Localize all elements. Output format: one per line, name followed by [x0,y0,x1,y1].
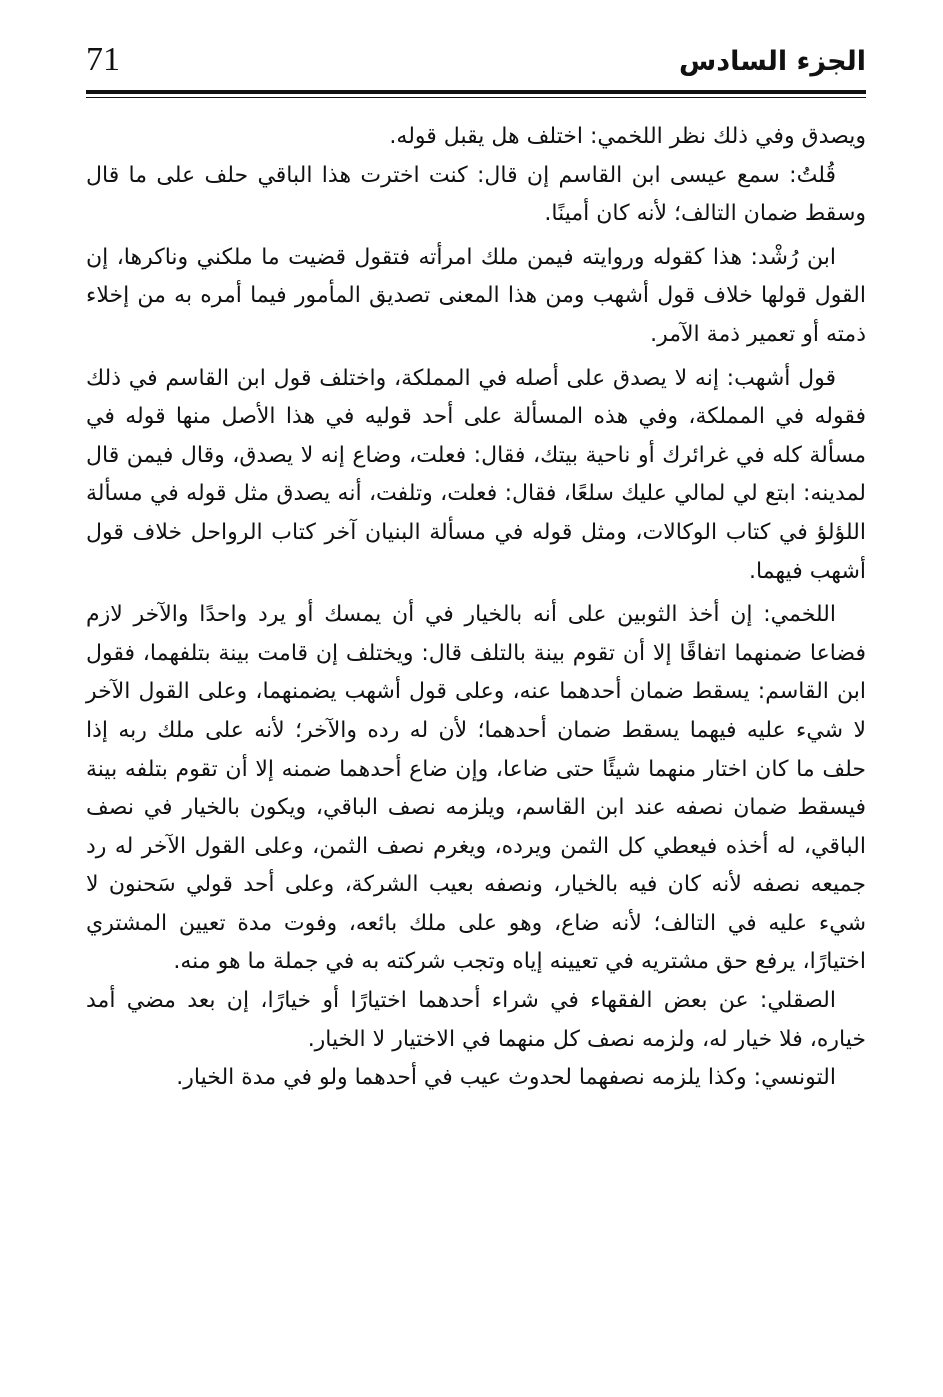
paragraph: الصقلي: عن بعض الفقهاء في شراء أحدهما اختيارًا أو خيارًا، إن بعد مضي أمد خياره، فلا خيار له، ولزمه نصف كل منهما في الاختيار لا الخيار. [86,988,866,1052]
page-header [86,38,866,90]
paragraph: قول أشهب: إنه لا يصدق على أصله في المملكة، واختلف قول ابن القاسم في ذلك فقوله في المملكة، وفي هذه المسألة على أحد قوليه في هذا الأصل منها قوله في مسألة كله في غرائرك أو ناحية بيتك، فقال: فعلت، وضاع إنه لا يصدق، وقال فيمن قال لمدينه: ابتع لي لمالي عليك سلعًا، فقال: فعلت، وتلفت، أنه يصدق مثل قوله في مسألة اللؤلؤ في كتاب الوكالات، ومثل قوله في مسألة البنيان آخر كتاب الرواحل خلاف قول أشهب فيهما. [86,365,866,584]
page-number: 71 [86,41,120,78]
header-rule-thick [86,90,866,94]
body-text [86,118,866,1098]
paragraph: ويصدق وفي ذلك نظر اللخمي: اختلف هل يقبل قوله. [389,124,866,149]
paragraph: التونسي: وكذا يلزمه نصفهما لحدوث عيب في أحدهما ولو في مدة الخيار. [176,1065,836,1091]
paragraph: ابن رُشْد: هذا كقوله وروايته فيمن ملك امرأته فتقول قضيت ما ملكني وناكرها، إن القول قولها خلاف قول أشهب ومن هذا المعنى تصديق المأمور فيما أمره به من إخلاء ذمته أو تعمير ذمة الآمر. [86,244,866,347]
chapter-title: الجزء السادس [679,46,866,77]
header-rule-thin [86,97,866,98]
paragraph: قُلتُ: سمع عيسى ابن القاسم إن قال: كنت اخترت هذا الباقي حلف على ما قال وسقط ضمان التالف؛ لأنه كان أمينًا. [86,162,866,227]
paragraph: اللخمي: إن أخذ الثوبين على أنه بالخيار في أن يمسك أو يرد واحدًا والآخر لازم فضاعا ضمنهما اتفاقًا إلا أن تقوم بينة بالتلف قال: ويختلف إن قامت بينة بتلفهما، فقول ابن القاسم: يسقط ضمان أحدهما عنه، وعلى قول أشهب يضمنهما، وعلى القول الآخر لا شيء عليه فيهما يسقط ضمان أحدهما؛ لأن له رده والآخر؛ لأنه على ملك ربه إذا حلف ما كان اختار منهما شيئًا حتى ضاعا، وإن ضاع أحدهما ضمنه إلا أن تقوم بتلفه بينة فيسقط ضمان نصفه عند ابن القاسم، ويلزمه نصف الباقي، ويكون بالخيار في نصف الباقي، له أخذه فيعطي كل الثمن ويرده، ويغرم نصف الثمن، وعلى القول الآخر له رد جميعه نصفه لأنه كان فيه بالخيار، ونصفه بعيب الشركة، وعلى أحد قولي سَحنون لا شيء عليه في التالف؛ لأنه ضاع، وهو على ملك بائعه، وفوت مدة تعيين المشتري اختيارًا، يرفع حق مشتريه في تعيينه إياه وتجب شركته به في جملة ما هو منه. [86,602,866,975]
